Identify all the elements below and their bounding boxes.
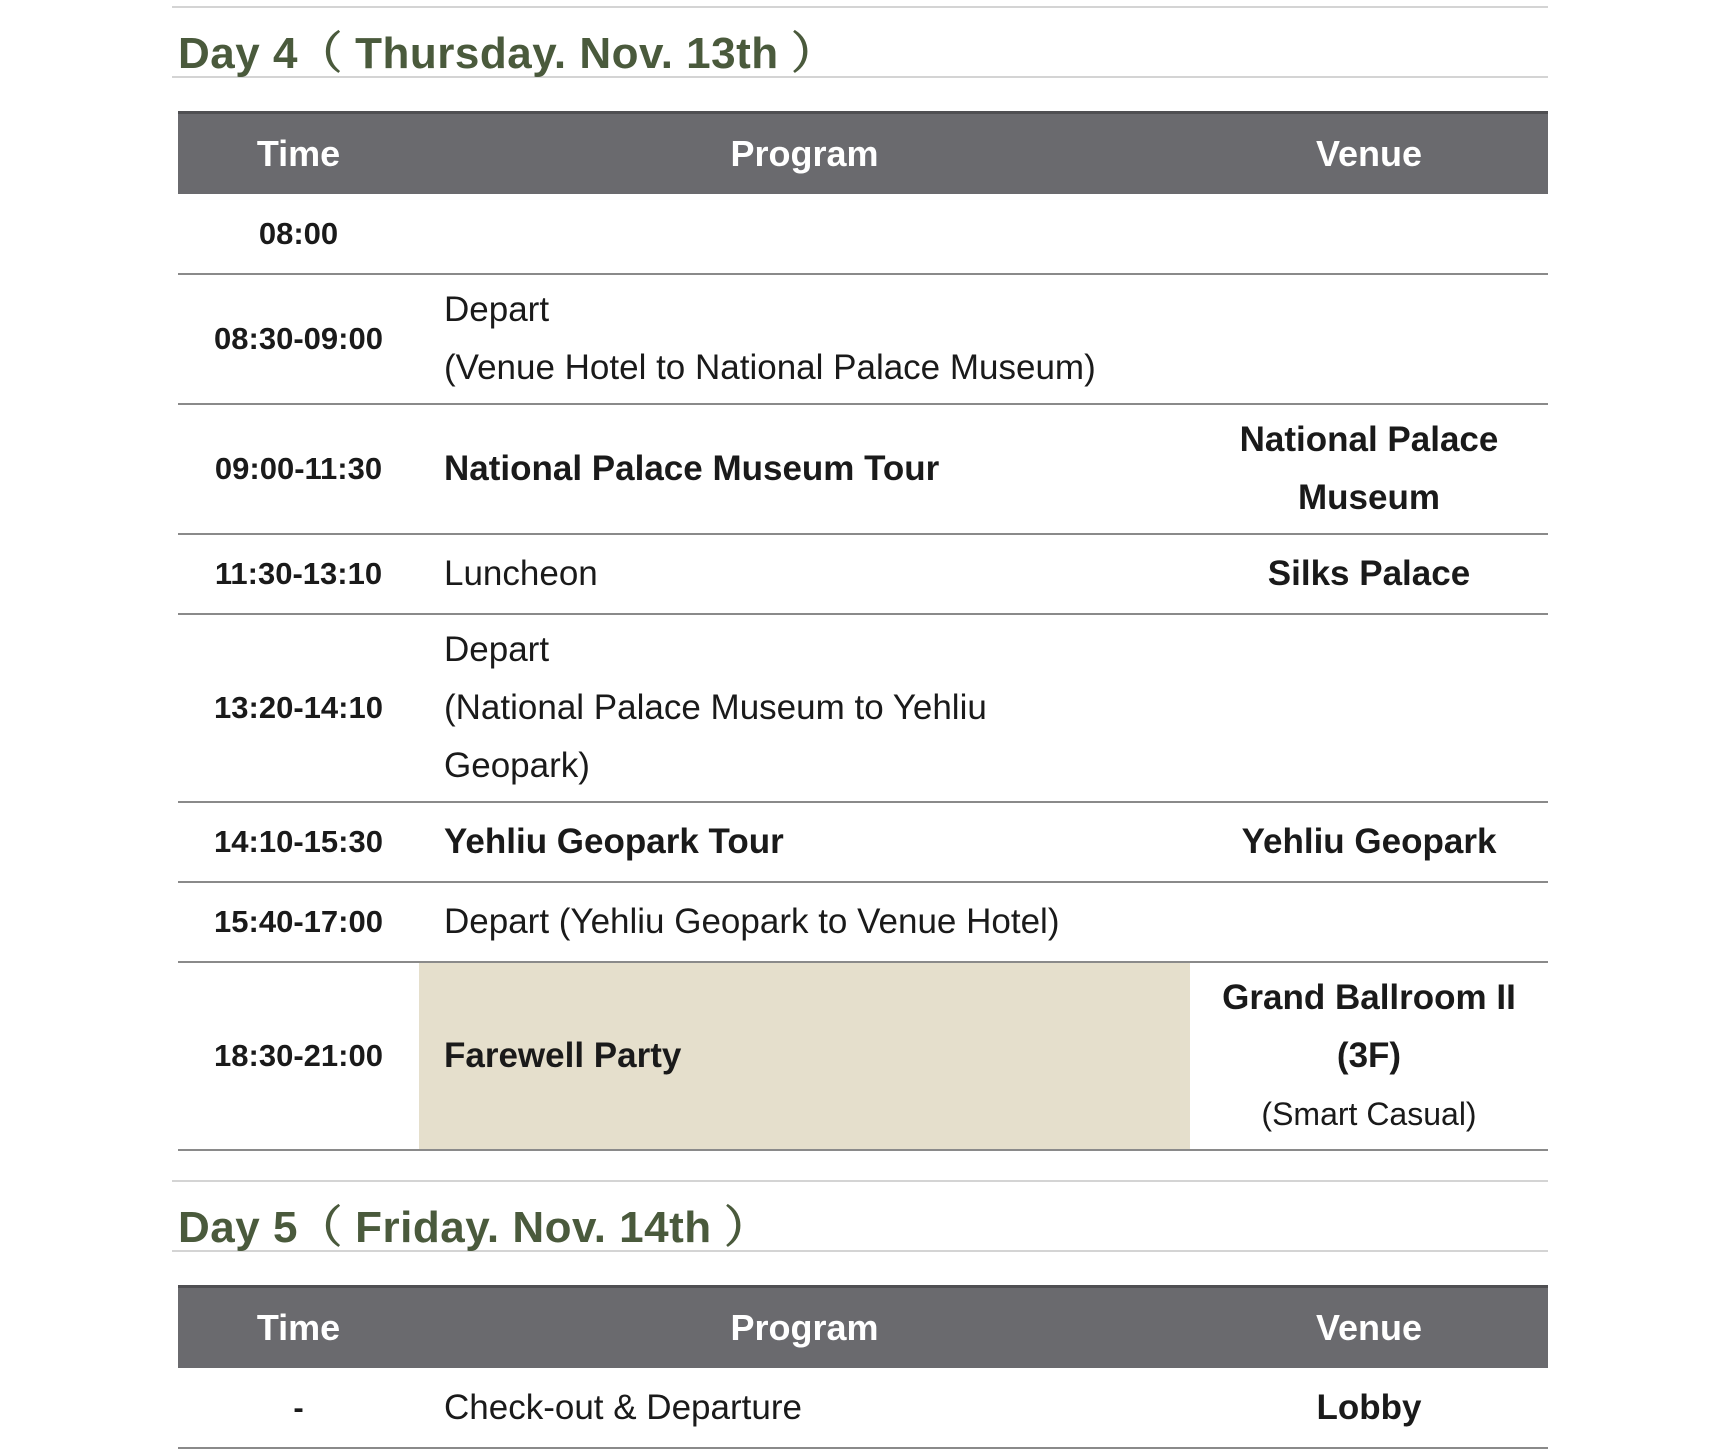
program-cell-highlighted: Farewell Party bbox=[419, 962, 1190, 1150]
time-cell: 14:10-15:30 bbox=[178, 802, 419, 882]
venue-cell: Yehliu Geopark bbox=[1190, 802, 1548, 882]
dress-code-note: (Smart Casual) bbox=[1261, 1096, 1477, 1132]
venue-line: (3F) bbox=[1336, 1036, 1402, 1075]
venue-cell bbox=[1190, 962, 1548, 1150]
program-cell bbox=[419, 614, 1190, 802]
venue-cell bbox=[1190, 882, 1548, 962]
venue-line: National Palace bbox=[1239, 420, 1499, 459]
venue-cell bbox=[1190, 194, 1548, 274]
program-line: Depart bbox=[444, 290, 550, 329]
venue-cell bbox=[1190, 404, 1548, 534]
day5-schedule-table bbox=[178, 1285, 1548, 1449]
day4-title: Day 4（ Thursday. Nov. 13th ） bbox=[178, 29, 836, 78]
header-program: Program bbox=[419, 1287, 1190, 1369]
table-row bbox=[178, 614, 1548, 802]
day5-title: Day 5（ Friday. Nov. 14th ） bbox=[178, 1203, 769, 1252]
table-row bbox=[178, 404, 1548, 534]
header-program: Program bbox=[419, 113, 1190, 195]
venue-line: Grand Ballroom II bbox=[1222, 978, 1516, 1017]
program-line: Depart bbox=[444, 630, 550, 669]
table-row bbox=[178, 194, 1548, 274]
program-cell: Yehliu Geopark Tour bbox=[419, 802, 1190, 882]
time-cell: 13:20-14:10 bbox=[178, 614, 419, 802]
venue-cell: Silks Palace bbox=[1190, 534, 1548, 614]
day4-schedule-table bbox=[178, 111, 1548, 1151]
header-time: Time bbox=[178, 113, 419, 195]
time-cell: 15:40-17:00 bbox=[178, 882, 419, 962]
table-row bbox=[178, 534, 1548, 614]
venue-cell bbox=[1190, 614, 1548, 802]
time-cell: 11:30-13:10 bbox=[178, 534, 419, 614]
time-cell: 18:30-21:00 bbox=[178, 962, 419, 1150]
time-cell: - bbox=[178, 1368, 419, 1448]
program-cell: National Palace Museum Tour bbox=[419, 404, 1190, 534]
table-header-row bbox=[178, 1287, 1548, 1369]
program-cell: Depart (Yehliu Geopark to Venue Hotel) bbox=[419, 882, 1190, 962]
venue-line: Museum bbox=[1298, 478, 1440, 517]
table-row bbox=[178, 1368, 1548, 1448]
time-cell: 08:30-09:00 bbox=[178, 274, 419, 404]
program-cell: Luncheon bbox=[419, 534, 1190, 614]
program-cell: Check-out & Departure bbox=[419, 1368, 1190, 1448]
table-header-row bbox=[178, 113, 1548, 195]
header-venue: Venue bbox=[1190, 1287, 1548, 1369]
program-cell bbox=[419, 274, 1190, 404]
venue-cell bbox=[1190, 274, 1548, 404]
time-cell: 08:00 bbox=[178, 194, 419, 274]
day5-title-bar bbox=[172, 1180, 1548, 1252]
day4-title-bar bbox=[172, 6, 1548, 78]
day5-section bbox=[172, 1180, 1548, 1427]
time-cell: 09:00-11:30 bbox=[178, 404, 419, 534]
table-row bbox=[178, 802, 1548, 882]
table-row bbox=[178, 962, 1548, 1150]
venue-cell: Lobby bbox=[1190, 1368, 1548, 1448]
header-time: Time bbox=[178, 1287, 419, 1369]
program-cell bbox=[419, 194, 1190, 274]
program-line: (Venue Hotel to National Palace Museum) bbox=[444, 348, 1096, 387]
table-row bbox=[178, 882, 1548, 962]
day4-section bbox=[172, 6, 1548, 1132]
header-venue: Venue bbox=[1190, 113, 1548, 195]
table-row bbox=[178, 274, 1548, 404]
program-line: Geopark) bbox=[444, 746, 590, 785]
program-line: (National Palace Museum to Yehliu bbox=[444, 688, 987, 727]
